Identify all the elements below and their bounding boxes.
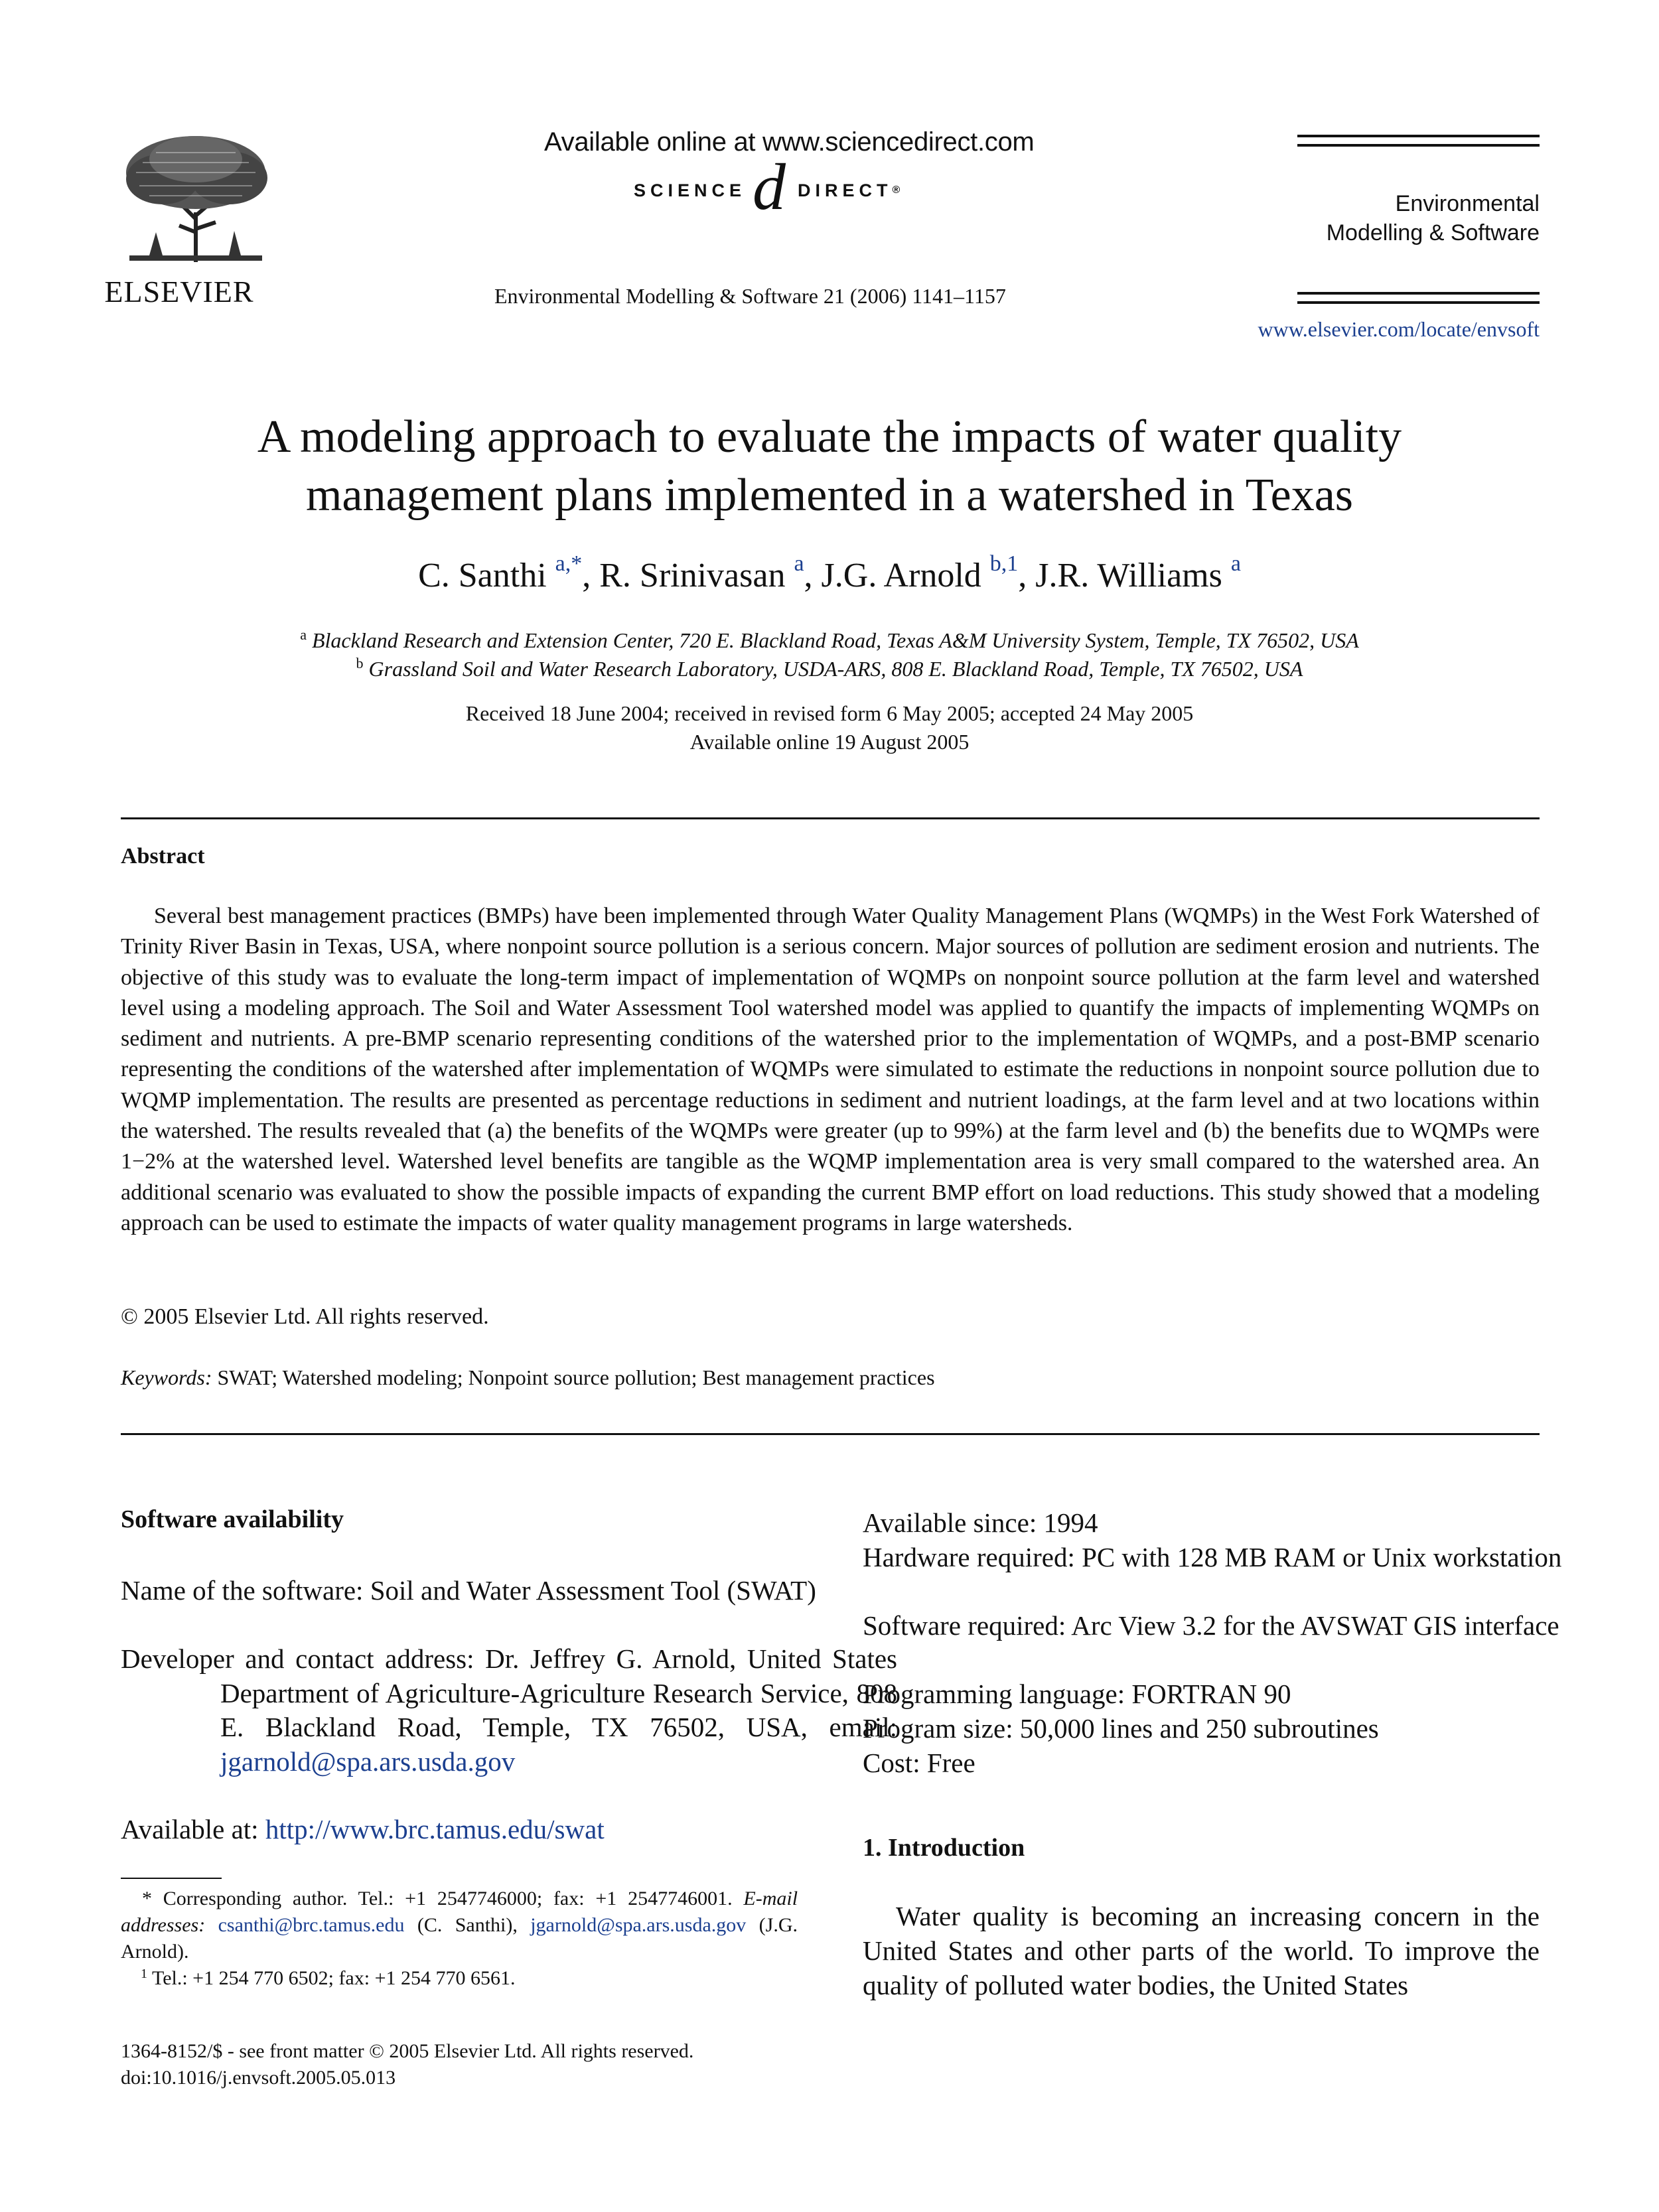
issn-doi-block	[121, 2038, 693, 2091]
sd-left: SCIENCE	[634, 180, 747, 200]
abstract-copyright: © 2005 Elsevier Ltd. All rights reserved.	[121, 1304, 489, 1329]
programming-language: Programming language: FORTRAN 90	[863, 1679, 1291, 1709]
sciencedirect-logo	[634, 150, 901, 224]
keywords	[121, 1365, 935, 1390]
software-cost: Cost: Free	[863, 1748, 975, 1778]
author-affiliation-mark[interactable]: a	[794, 551, 804, 576]
available-at-entry	[121, 1813, 897, 1847]
abstract-heading: Abstract	[121, 844, 205, 868]
sd-registered-mark: ®	[892, 184, 901, 196]
program-size: Program size: 50,000 lines and 250 subroutines	[863, 1713, 1379, 1744]
affiliation-a	[100, 628, 1559, 653]
available-since: Available since: 1994	[863, 1507, 1098, 1538]
keywords-label: Keywords:	[121, 1365, 212, 1389]
author-name: J.G. Arnold	[821, 557, 981, 594]
software-name-label: Name of the software:	[121, 1575, 364, 1606]
author-affiliation-mark[interactable]: a,*	[555, 551, 583, 576]
issn-line: 1364-8152/$ - see front matter © 2005 Elsevier Ltd. All rights reserved.	[121, 2040, 694, 2062]
footnote-one	[121, 1965, 818, 1992]
available-at-label: Available at:	[121, 1814, 259, 1844]
footnote-one-mark: 1	[141, 1967, 147, 1981]
software-name-value: Soil and Water Assessment Tool (SWAT)	[370, 1575, 816, 1606]
article-title	[133, 408, 1526, 525]
abstract-body: Several best management practices (BMPs) have been implemented through Water Quality Management Plans (WQMPs) in the West Fork Watershed of Trinity River Basin in Texas, USA, where nonpoint source pollution is a serious concern. Major sources of pollution are sediment erosion and nutrients. The objective of this study was to evaluate the long-term impact of implementation of WQMPs on nonpoint source pollution at the farm level and watershed level using a modeling approach. The Soil and Water Assessment Tool watershed model was applied to quantify the impacts of implementing WQMPs on sediment and nutrients. A pre-BMP scenario representing conditions of the watershed prior to the implementation of WQMPs, and a post-BMP scenario representing the conditions of the watershed after implementation of WQMPs were simulated to estimate the reductions in nonpoint source pollution due to WQMP implementation. The results are presented as percentage reductions in sediment and nutrient loadings, at the farm level and at two locations within the watershed. The results revealed that (a) the benefits of the WQMPs were greater (up to 99%) at the farm level and (b) the benefits due to WQMPs were 1−2% at the watershed level. Watershed level benefits are tangible as the WQMP implementation area is very small compared to the watershed area. An additional scenario was evaluated to show the possible impacts of expanding the current BMP effort on load reductions. This study showed that a modeling approach can be used to estimate the impacts of water quality management programs in large watersheds.	[121, 904, 1540, 1235]
sd-right: DIRECT	[798, 180, 893, 200]
title-line1: A modeling approach to evaluate the impacts of water quality	[257, 411, 1402, 462]
available-online-text: Available online at www.sciencedirect.com	[544, 127, 1035, 157]
title-line2: management plans implemented in a watershed in Texas	[305, 470, 1354, 521]
affiliation-b-mark: b	[356, 655, 364, 671]
software-url-link[interactable]: http://www.brc.tamus.edu/swat	[265, 1814, 605, 1844]
developer-value: Dr. Jeffrey G. Arnold, United States Department of Agriculture-Agriculture Research Service, 808 E. Blackland Road, Temple, TX 76502, USA, email:	[220, 1643, 897, 1742]
footnote-one-text: Tel.: +1 254 770 6502; fax: +1 254 770 6561.	[151, 1967, 516, 1989]
author-affiliation-mark[interactable]: a	[1230, 551, 1241, 576]
author-name: R. Srinivasan	[599, 557, 786, 594]
author-name: C. Santhi	[418, 557, 547, 594]
developer-label: Developer and contact address:	[121, 1643, 474, 1674]
developer-entry	[121, 1642, 897, 1779]
received-dates: Received 18 June 2004; received in revised form 6 May 2005; accepted 24 May 2005	[465, 701, 1194, 725]
journal-name-line2: Modelling & Software	[1326, 220, 1540, 245]
journal-rule-bottom-2	[1297, 301, 1540, 304]
author-separator: ,	[804, 557, 822, 594]
software-required: Software required: Arc View 3.2 for the AVSWAT GIS interface	[863, 1610, 1559, 1641]
hardware-required: Hardware required: PC with 128 MB RAM or Unix workstation	[863, 1542, 1562, 1572]
keywords-list: SWAT; Watershed modeling; Nonpoint source pollution; Best management practices	[217, 1365, 935, 1389]
affiliation-b	[100, 657, 1559, 681]
author-separator: ,	[582, 557, 600, 594]
author-separator: ,	[1018, 557, 1036, 594]
affiliation-a-text: Blackland Research and Extension Center, 720 E. Blackland Road, Texas A&M University System, Temple, TX 76502, USA	[311, 628, 1359, 652]
sd-at-mark: d	[753, 150, 786, 224]
footnote-email2-who: (J.G. Arnold).	[121, 1914, 798, 1963]
author-name: J.R. Williams	[1035, 557, 1222, 594]
journal-rule-bottom-1	[1297, 292, 1540, 295]
footnote-email1-who: (C. Santhi),	[417, 1914, 518, 1936]
introduction-body: Water quality is becoming an increasing concern in the United States and other parts of the world. To improve the quality of polluted water bodies, the United States	[863, 1901, 1540, 2000]
abstract-top-rule	[121, 817, 1540, 819]
affiliation-b-text: Grassland Soil and Water Research Laboratory, USDA-ARS, 808 E. Blackland Road, Temple, TX 76502, USA	[368, 657, 1303, 681]
software-availability-heading: Software availability	[121, 1505, 344, 1533]
doi-line: doi:10.1016/j.envsoft.2005.05.013	[121, 2067, 396, 2089]
journal-rule-top-2	[1297, 144, 1540, 147]
available-online-date: Available online 19 August 2005	[689, 730, 970, 754]
developer-email-link[interactable]: jgarnold@spa.ars.usda.gov	[220, 1746, 516, 1777]
footnote-email2-link[interactable]: jgarnold@spa.ars.usda.gov	[530, 1914, 747, 1936]
journal-name	[1297, 189, 1540, 247]
footnote-corresponding	[121, 1886, 798, 1965]
affiliation-a-mark: a	[300, 626, 307, 643]
journal-url-link[interactable]: www.elsevier.com/locate/envsoft	[1258, 317, 1540, 341]
journal-name-line1: Environmental	[1395, 191, 1540, 216]
footnote-corr-mark: *	[142, 1888, 152, 1909]
journal-rule-top-1	[1297, 135, 1540, 137]
footnote-rule	[121, 1878, 222, 1879]
software-name-entry	[121, 1574, 897, 1608]
abstract-bottom-rule	[121, 1433, 1540, 1435]
footnote-email-label: E-mail addresses:	[121, 1888, 798, 1936]
publisher-name: ELSEVIER	[104, 275, 254, 309]
footnote-email1-link[interactable]: csanthi@brc.tamus.edu	[218, 1914, 405, 1936]
elsevier-tree-logo	[116, 133, 275, 265]
journal-citation: Environmental Modelling & Software 21 (2006) 1141–1157	[494, 284, 1006, 308]
author-affiliation-mark[interactable]: b,1	[989, 551, 1019, 576]
footnote-corr-text: Corresponding author. Tel.: +1 2547746000; fax: +1 2547746001.	[163, 1888, 733, 1909]
introduction-heading: 1. Introduction	[863, 1834, 1025, 1862]
author-list	[133, 551, 1526, 595]
